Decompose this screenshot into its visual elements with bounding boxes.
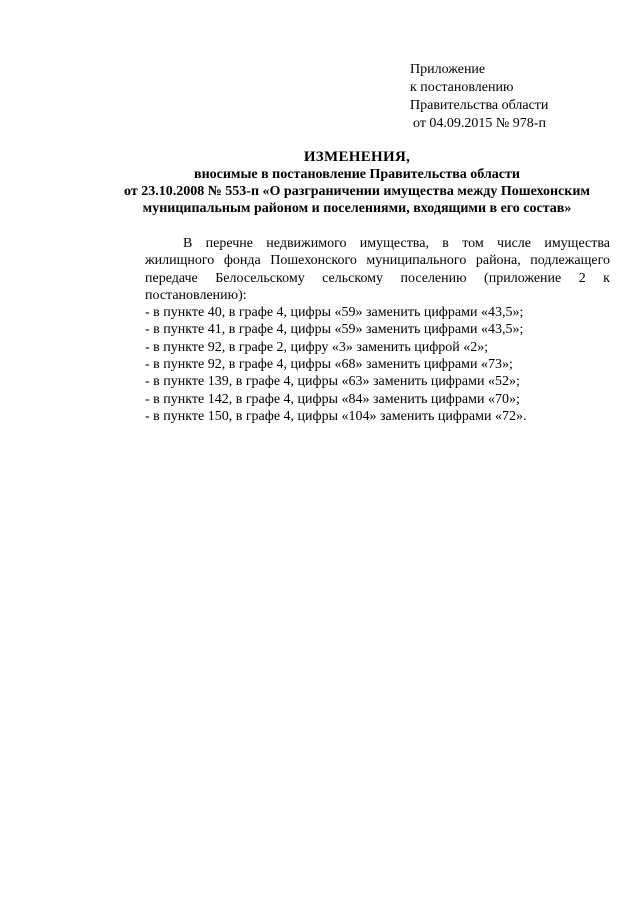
intro-line: В перечне недвижимого имущества, в том числе имущества bbox=[183, 236, 610, 251]
list-item: - в пункте 150, в графе 4, цифры «104» заменить цифрами «72». bbox=[145, 408, 527, 424]
list-item: - в пункте 142, в графе 4, цифры «84» заменить цифрами «70»; bbox=[145, 391, 520, 407]
list-item: - в пункте 41, в графе 4, цифры «59» заменить цифрами «43,5»; bbox=[145, 322, 524, 338]
document-body bbox=[107, 235, 610, 425]
intro-paragraph bbox=[107, 235, 610, 304]
appendix-line: к постановлению bbox=[410, 80, 514, 95]
list-item: - в пункте 40, в графе 4, цифры «59» заменить цифрами «43,5»; bbox=[145, 305, 524, 321]
appendix-date-line: от 04.09.2015 № 978-п bbox=[413, 116, 546, 131]
document-title: ИЗМЕНЕНИЯ, bbox=[303, 149, 411, 165]
appendix-line: Приложение bbox=[410, 62, 486, 77]
list-item: - в пункте 92, в графе 4, цифры «68» заменить цифрами «73»; bbox=[145, 357, 513, 373]
document-heading bbox=[92, 149, 622, 217]
intro-line: передаче Белосельскому сельскому поселению (приложение 2 к bbox=[145, 270, 610, 286]
heading-line: от 23.10.2008 № 553-п «О разграничении имущества между Пошехонским bbox=[124, 184, 590, 199]
list-item: - в пункте 92, в графе 2, цифру «3» заменить цифрой «2»; bbox=[145, 339, 489, 355]
list-item: - в пункте 139, в графе 4, цифры «63» заменить цифрами «52»; bbox=[145, 374, 520, 390]
heading-line: вносимые в постановление Правительства области bbox=[194, 167, 520, 182]
heading-line: муниципальным районом и поселениями, входящими в его состав» bbox=[142, 201, 572, 216]
intro-line: жилищного фонда Пошехонского муниципального района, подлежащего bbox=[145, 253, 610, 269]
intro-line: постановлению): bbox=[145, 287, 247, 303]
changes-list bbox=[107, 304, 610, 425]
appendix-block bbox=[410, 61, 548, 133]
appendix-line: Правительства области bbox=[410, 98, 549, 113]
